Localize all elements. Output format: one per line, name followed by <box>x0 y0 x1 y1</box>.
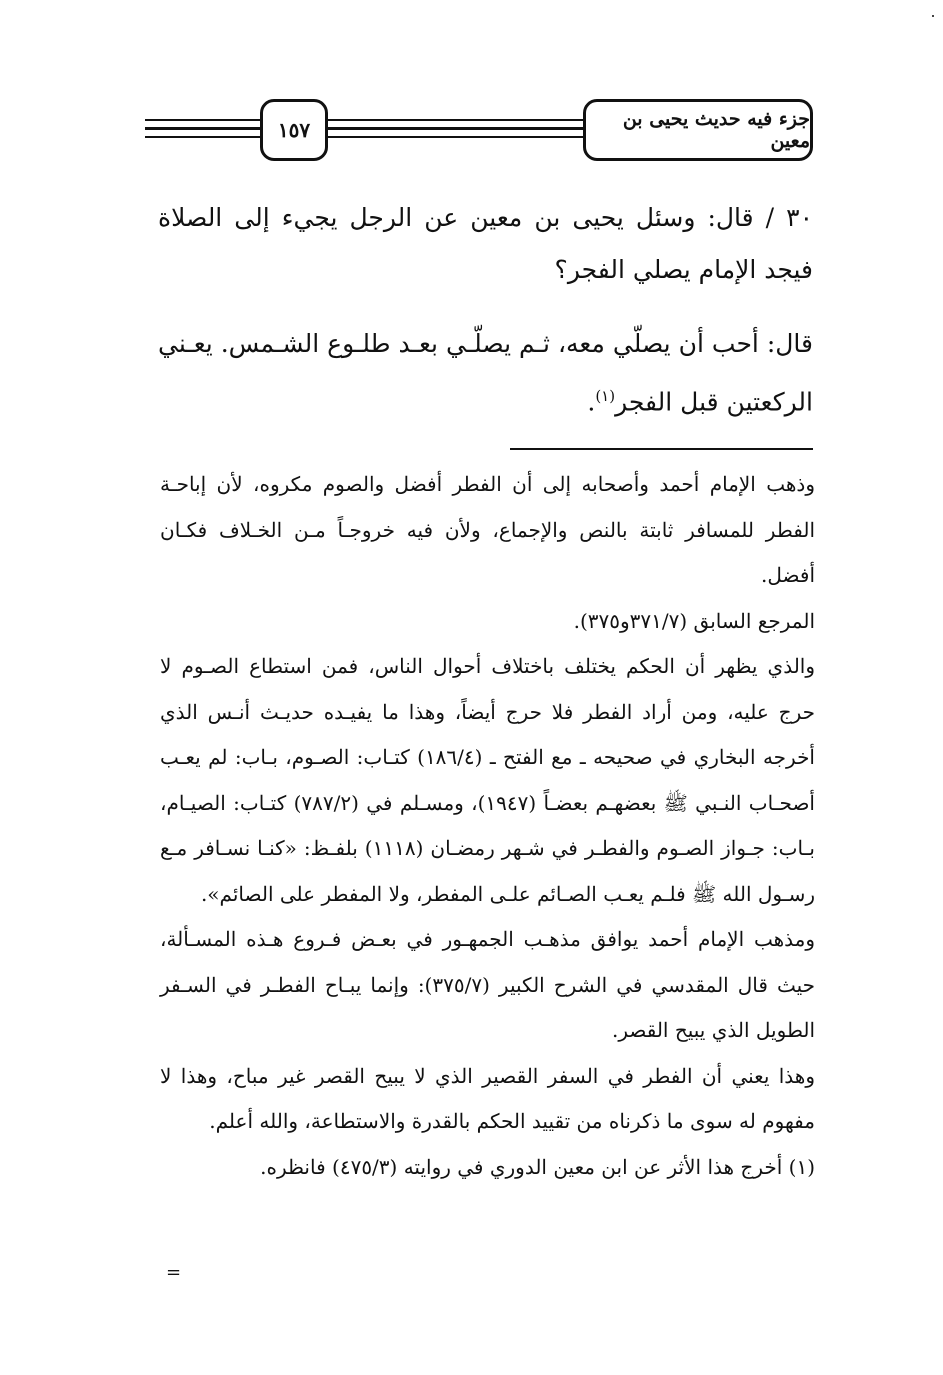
footnote-paragraph: وذهب الإمام أحمد وأصحابه إلى أن الفطر أفضل والصوم مكروه، لأن إباحـة الفطر للمسافر ثابتة بالنص والإجماع، ولأن فيه خروجـاً مـن الخـلاف فكـان أفضل. <box>160 472 815 587</box>
footnote-paragraph: (١) أخرج هذا الأثر عن ابن معين الدوري في روايته (٤٧٥/٣) فانظره. <box>260 1154 815 1179</box>
main-text-2 <box>158 318 813 428</box>
footnote-reference: (١) <box>595 387 616 405</box>
main-paragraph <box>158 318 813 428</box>
footnote-paragraph: ومذهب الإمام أحمد يوافق مذهـب الجمهـور في بعـض فـروع هـذه المسـألة، حيث قال المقدسي في الشرح الكبير (٣٧٥/٧): وإنما يبـاح الفطـر في السـفر الطويل الذي يبيح القصر. <box>160 927 815 1042</box>
footnote-paragraph: المرجع السابق (٣٧١/٧و٣٧٥). <box>573 608 815 633</box>
book-title: جزء فيه حديث يحيى بن معين <box>583 99 813 161</box>
scan-speck <box>932 15 934 17</box>
main-paragraph: ٣٠ / قال: وسئل يحيى بن معين عن الرجل يجيء إلى الصلاة فيجد الإمام يصلي الفجر؟ <box>158 203 813 284</box>
page-number: ١٥٧ <box>260 99 328 161</box>
main-paragraph-end: . <box>587 387 596 417</box>
main-text-1 <box>158 192 813 296</box>
footnotes <box>160 462 815 1190</box>
footnote-paragraph: والذي يظهر أن الحكم يختلف باختلاف أحوال الناس، فمن استطاع الصـوم لا حرج عليه، ومن أراد الفطر فلا حرج أيضاً، وهذا ما يفيـده حديـث أنـس الذي أخرجه البخاري في صحيحه ـ مع الفتح ـ (١٨٦/٤) كتـاب: الصـوم، بـاب: لم يعـب أصحـاب النـبي ﷺ بعضهـم بعضـاً (١٩٤٧)، ومسـلم في (٧٨٧/٢) كتـاب: الصيـام، بـاب: جـواز الصـوم والفطـر في شـهر رمضـان (١١١٨) بلفـظ: «كنـا نسـافر مـع رسـول الله ﷺ فلـم يعـب الصـائم علـى المفطر، ولا المفطر على الصائم». <box>160 654 815 906</box>
main-paragraph-text: قال: أحب أن يصلّي معه، ثـم يصلّـي بعـد طلـوع الشـمس. يعـني الركعتين قبل الفجر <box>158 329 813 417</box>
footnote-paragraph: وهذا يعني أن الفطر في السفر القصير الذي لا يبيح القصر غير مباح، وهذا لا مفهوم له سوى ما ذكرناه من تقييد الحكم بالقدرة والاستطاعة، والله أعلم. <box>160 1063 815 1133</box>
bottom-mark: = <box>166 1262 182 1283</box>
footnote-divider <box>510 448 813 450</box>
page-header <box>145 95 813 165</box>
